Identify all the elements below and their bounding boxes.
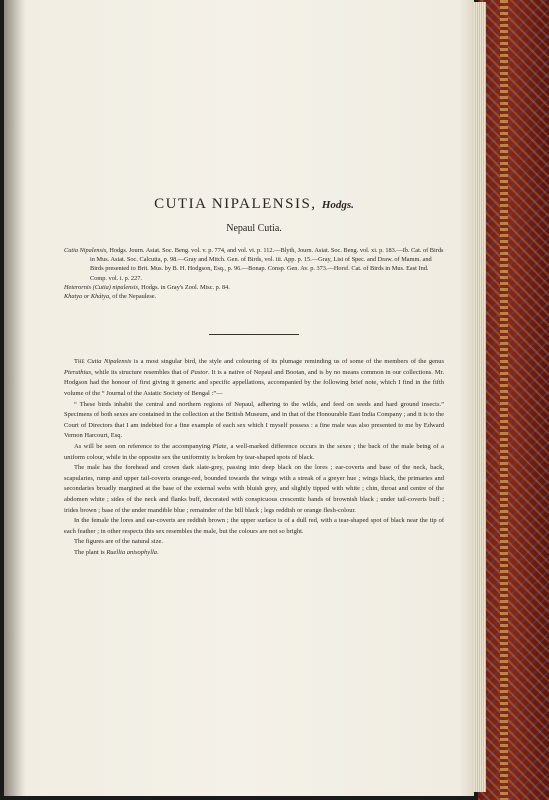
page-content [64,196,444,559]
text-span: As will be seen on reference to the accompanying [74,442,213,450]
synonym-name: Cutia Nipalensis [64,247,107,254]
text-span: The plant is [74,548,107,556]
species-title [64,196,444,213]
lead-word: The [74,358,85,366]
text-span: , while its structure resembles that of [91,368,191,376]
species-name: CUTIA NIPALENSIS, [154,196,317,212]
book-binding [478,0,549,800]
paragraph-intro [64,357,444,399]
species-ref: Cutia Nipalensis [87,358,132,366]
paragraph-figures: The figures are of the natural size. [74,538,163,546]
text-span: . It is a native of Nepaul and Bootan, and is by no means common in our collections. Mr. Hodgson had the honour of first giving it generic and specific appellations, accompanied by the following brief note, which I find in the fifth volume of the “ Journal of the Asiatic Society of Bengal :”— [64,368,444,397]
synonym-reference: , Hodgs. Journ. Asiat. Soc. Beng. vol. v. p. 774, and vol. vi. p. 112.—Blyth, Journ. Asiat. Soc. Beng. vol. xi. p. 183.—Ib. Cat. of Birds in Mus. Asiat. Soc. Calcutta, p. 98.—Gray and Mitch. Gen. of Birds, vol. iii. App. p. 15.—Gray, List of Spec. and Draw. of Mamm. and Birds presented to Brit. Mus. by B. H. Hodgson, Esq., p. 96.—Bonap. Consp. Gen. Av. p. 373.—Horsf. Cat. of Birds in Mus. East Ind. Comp. vol. i. p. 227. [90,247,444,282]
synonym-reference: , Hodgs. in Gray's Zool. Misc. p. 84. [137,283,230,291]
synonymy-block [64,246,444,301]
paragraph-female: In the female the lores and ear-coverts are reddish brown ; the upper surface is of a dull red, with a tear-shaped spot of black near the tip of each feather ; in other respects this sex resembles the male, but the colours are not so bright. [64,517,444,535]
plate-ref: Plate [212,442,227,450]
text-span: , a well-marked difference occurs in the sexes ; the back of the male being of a uniform colour, while in the opposite sex the uniformity is broken by tear-shaped spots of black. [64,442,444,461]
text-span: is a most singular bird, the style and colouring of its plumage reminding us of some of the members of the genus [131,358,444,366]
section-divider [209,334,299,335]
species-author: Hodgs. [321,199,354,211]
description-text [64,357,444,558]
gutter-shadow [4,0,26,796]
genus-ref: Pastor [190,368,208,376]
synonym-name: Khatya or Khátya [64,293,110,301]
paragraph-plate [64,442,444,463]
paragraph-quote: “ These birds inhabit the central and northern regions of Nepaul, adhering to the wilds, and feed on seeds and hard ground insects.” Specimens of both sexes are contained in the collection at the British Museum, and in that of the Honourable East India Company ; and it is to the Court of Directors that I am indebted for a fine example of each sex which I myself possess : a fine male was also presented to me by Edward Vernon Harcourt, Esq. [64,400,444,440]
binding-decorative-edge [500,0,508,800]
synonym-name: Heterornis (Cutia) nipalensis [64,283,138,291]
text-span: . [157,548,159,556]
synonym-reference: , of the Nepaulese. [109,293,157,301]
book-page [4,0,474,796]
common-name: Nepaul Cutia. [226,223,282,234]
paragraph-male: The male has the forehead and crown dark slate-grey, passing into deep black on the lores ; ear-coverts and base of the neck, back, scapularies, rump and upper tail-coverts orange-red, bounded towards the wings with a streak of a greyer hue ; wings black, the primaries and secondaries broadly margined at the base of the external webs with bluish grey, and slightly tipped with white ; chin, throat and centre of the abdomen white ; sides of the neck and flanks buff, decorated with conspicuous crescentic bands of brownish black ; under tail-coverts buff ; irides brown ; base of the under mandible blue ; remainder of the bill black ; legs reddish or orange flesh-colour. [64,464,444,514]
plant-ref: Ruellia anisophylla [106,548,158,556]
synonym-entry [64,283,444,292]
synonym-entry [64,246,444,283]
genus-ref: Pteruthius [64,368,92,376]
paragraph-plant [64,548,444,559]
synonym-entry [64,292,444,301]
